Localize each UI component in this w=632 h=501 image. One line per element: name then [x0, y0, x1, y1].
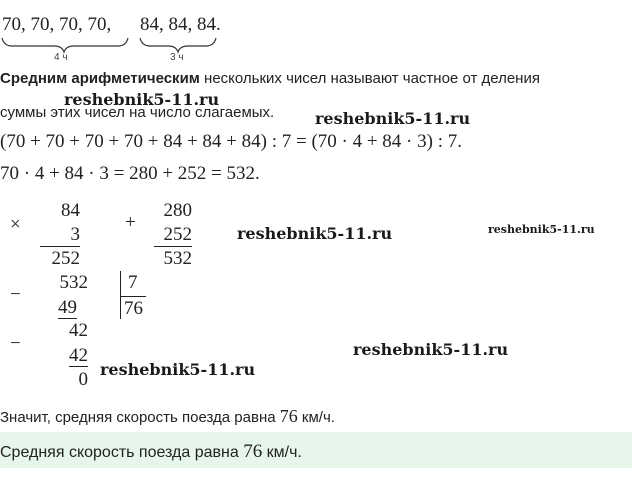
underbrace-graphics	[0, 36, 240, 64]
division-sub-2: 42	[69, 345, 88, 366]
watermark: reshebnik5-11.ru	[353, 340, 509, 359]
sequence-group-2: 84, 84, 84.	[140, 14, 221, 35]
watermark: reshebnik5-11.ru	[488, 223, 595, 236]
conclusion-value: 76	[279, 406, 298, 426]
add-operand-b: 252	[154, 224, 192, 247]
underbrace-2	[140, 38, 216, 52]
division-bracket-horizontal	[120, 296, 146, 297]
answer-box	[0, 432, 632, 468]
answer-value: 76	[243, 441, 263, 462]
add-operand-a: 280	[163, 200, 192, 221]
equation-2: 70 · 4 + 84 · 3 = 280 + 252 = 532.	[0, 163, 260, 184]
brace-label-2: 3 ч	[170, 52, 184, 63]
watermark: reshebnik5-11.ru	[315, 109, 471, 128]
division-minus-2: −	[10, 333, 21, 354]
division-bracket-vertical	[120, 271, 121, 319]
watermark: reshebnik5-11.ru	[100, 360, 256, 379]
mult-operand-b: 3	[40, 224, 80, 247]
answer-text: Средняя скорость поезда равна 76 км/ч.	[0, 441, 302, 462]
definition-rest: нескольких чисел называют частное от деления	[199, 70, 540, 87]
mult-operand-a: 84	[61, 200, 80, 221]
sequence-group-1: 70, 70, 70, 70,	[2, 14, 112, 35]
division-quotient: 76	[124, 298, 143, 319]
division-remainder-1: 42	[69, 320, 88, 341]
watermark: reshebnik5-11.ru	[237, 224, 393, 243]
division-remainder-2: 0	[78, 369, 88, 390]
brace-label-1: 4 ч	[54, 52, 68, 63]
definition-bold: Средним арифметическим	[0, 70, 200, 87]
mult-result: 252	[51, 248, 80, 269]
definition-line-2: суммы этих чисел на число слагаемых.	[0, 104, 275, 121]
multiplication-sign: ×	[10, 214, 21, 235]
watermark: reshebnik5-11.ru	[64, 90, 220, 109]
division-minus-1: −	[10, 284, 21, 305]
division-sub-1: 49	[58, 297, 77, 318]
conclusion-text: Значит, средняя скорость поезда равна 76 км/ч.	[0, 406, 335, 426]
definition-line-1	[0, 70, 540, 87]
underbrace-1	[2, 38, 128, 52]
add-result: 532	[163, 248, 192, 269]
addition-sign: +	[125, 212, 136, 233]
equation-1: (70 + 70 + 70 + 70 + 84 + 84 + 84) : 7 = (70 · 4 + 84 · 3) : 7.	[0, 131, 462, 152]
division-dividend: 532	[59, 272, 88, 293]
division-divisor: 7	[128, 272, 138, 293]
